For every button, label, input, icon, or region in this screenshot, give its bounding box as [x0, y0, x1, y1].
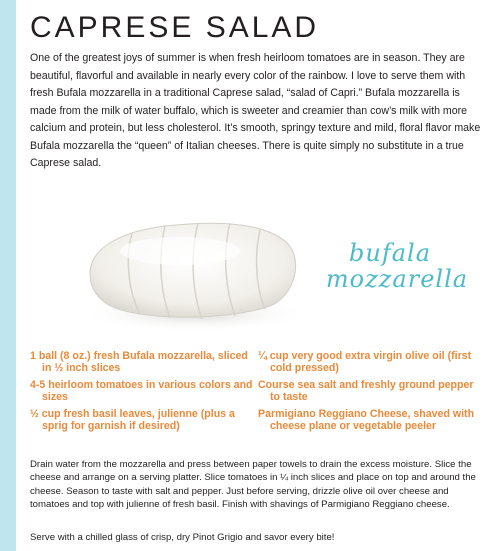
ingredient-list [30, 350, 482, 432]
label-line-1: bufala [349, 239, 431, 267]
intro-paragraph: One of the greatest joys of summer is when fresh heirloom tomatoes are in season. They are beautiful, flavorful and available in nearly every color of the rainbow. I love to serve them with fresh Bufala mozzarella in a traditional Caprese salad, “salad of Capri.” Bufala mozzarella is made from the milk of water buffalo, which is sweeter and creamier than cow’s milk with more calcium and protein, but less cholesterol. It’s smooth, springy texture and mild, floral flavor make Bufala mozzarella the “queen” of Italian cheeses. There is quite simply no substitute in a true Caprese salad. [30, 52, 481, 169]
ingredient-item: Course sea salt and freshly ground pepper to taste [258, 379, 474, 403]
directions-paragraph: Drain water from the mozzarella and press between paper towels to drain the excess moisture. Slice the cheese and arrange on a serving platter. Slice tomatoes in ¼ inch slices and place on top and around the cheese. Season to taste with salt and pepper. Just before serving, drizzle olive oil over cheese and tomatoes and top with julienne of fresh basil. Finish with shavings of Parmigiano Reggiano cheese. [30, 459, 476, 510]
ingredient-item: 4-5 heirloom tomatoes in various colors and sizes [30, 379, 253, 403]
ingredient-item: ¼ cup very good extra virgin olive oil (first cold pressed) [258, 350, 472, 374]
bufala-mozzarella-label [310, 240, 470, 292]
mozzarella-photo [70, 196, 310, 336]
ingredient-item: 1 ball (8 oz.) fresh Bufala mozzarella, sliced in ½ inch slices [30, 350, 248, 374]
page-title: CAPRESE SALAD [30, 11, 320, 44]
serving-suggestion: Serve with a chilled glass of crisp, dry Pinot Grigio and savor every bite! [30, 532, 335, 543]
ingredient-item: Parmigiano Reggiano Cheese, shaved with cheese plane or vegetable peeler [258, 408, 475, 432]
ingredient-item: ½ cup fresh basil leaves, julienne (plus a sprig for garnish if desired) [30, 408, 235, 432]
accent-strip [0, 0, 16, 551]
label-line-2: mozzarella [325, 265, 469, 293]
